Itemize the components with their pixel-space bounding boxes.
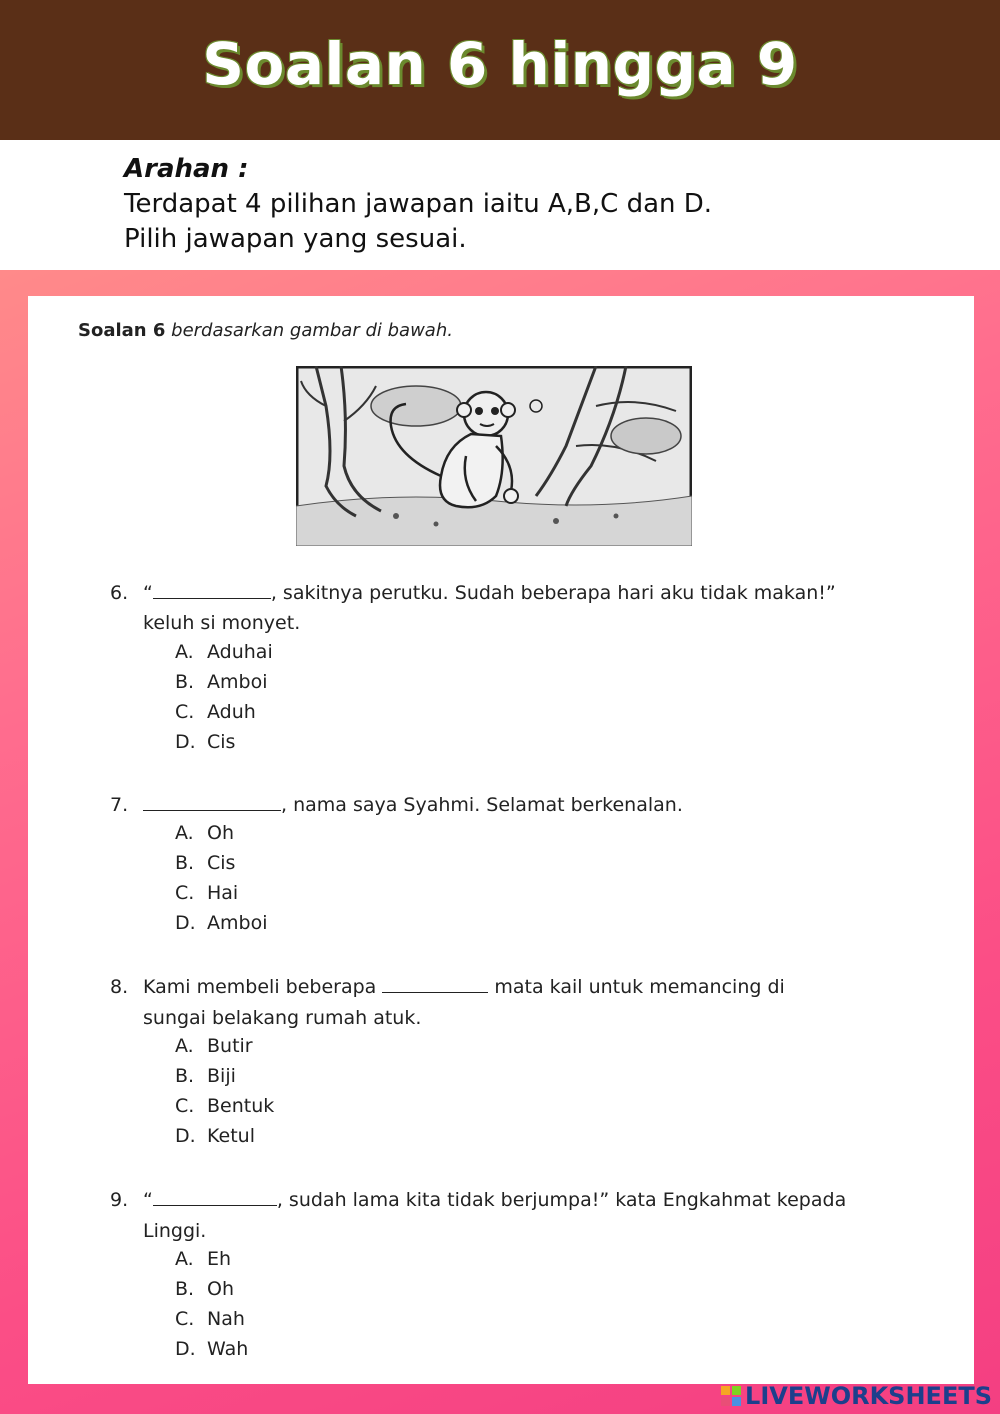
option-6c[interactable] [175, 701, 256, 723]
option-letter: D. [175, 1125, 196, 1147]
option-9b[interactable] [175, 1278, 234, 1300]
option-letter: C. [175, 1308, 195, 1330]
instructions-label: Arahan : [124, 154, 249, 184]
question-number: 8. [110, 976, 129, 998]
option-8d[interactable] [175, 1125, 255, 1147]
question-number: 7. [110, 794, 129, 816]
option-letter: B. [175, 852, 195, 874]
liveworksheets-logo[interactable] [721, 1382, 992, 1410]
brand-name: LIVEWORKSHEETS [745, 1382, 992, 1410]
option-text: Amboi [207, 671, 268, 693]
question-text-pre: Kami membeli beberapa [143, 976, 383, 998]
question-8-line-2: sungai belakang rumah atuk. [143, 1007, 422, 1029]
option-letter: A. [175, 641, 194, 663]
option-6d[interactable] [175, 731, 235, 753]
option-7c[interactable] [175, 882, 238, 904]
option-text: Ketul [207, 1125, 255, 1147]
option-text: Butir [207, 1035, 253, 1057]
option-8a[interactable] [175, 1035, 253, 1057]
question-9-line-2: Linggi. [143, 1220, 207, 1242]
option-9c[interactable] [175, 1308, 245, 1330]
question-text-pre: “ [143, 582, 153, 604]
question-text-post: , sakitnya perutku. Sudah beberapa hari aku tidak makan!” [270, 582, 836, 604]
option-letter: C. [175, 701, 195, 723]
option-6a[interactable] [175, 641, 273, 663]
question-text [143, 790, 933, 820]
answer-blank[interactable] [153, 1187, 277, 1206]
option-text: Wah [207, 1338, 249, 1360]
option-letter: B. [175, 671, 195, 693]
answer-blank[interactable] [153, 580, 271, 599]
option-text: Nah [207, 1308, 245, 1330]
answer-blank[interactable] [143, 792, 281, 811]
option-letter: D. [175, 912, 196, 934]
option-8b[interactable] [175, 1065, 236, 1087]
option-letter: A. [175, 1248, 194, 1270]
option-text: Aduh [207, 701, 256, 723]
option-7d[interactable] [175, 912, 267, 934]
option-text: Biji [207, 1065, 236, 1087]
option-6b[interactable] [175, 671, 267, 693]
option-letter: B. [175, 1278, 195, 1300]
header-banner [0, 0, 1000, 140]
question-text [143, 1185, 933, 1215]
option-letter: A. [175, 1035, 194, 1057]
question-text-pre: “ [143, 1189, 153, 1211]
option-text: Cis [207, 731, 236, 753]
option-7b[interactable] [175, 852, 235, 874]
section-intro [78, 320, 453, 341]
instructions-line-2: Pilih jawapan yang sesuai. [124, 224, 467, 254]
answer-blank[interactable] [382, 974, 488, 993]
option-letter: D. [175, 731, 196, 753]
intro-rest: berdasarkan gambar di bawah. [171, 320, 453, 341]
option-letter: D. [175, 1338, 196, 1360]
option-8c[interactable] [175, 1095, 274, 1117]
question-text-post: , sudah lama kita tidak berjumpa!” kata Engkahmat kepada [276, 1189, 847, 1211]
option-text: Oh [207, 822, 234, 844]
instructions [124, 152, 884, 257]
option-text: Hai [207, 882, 239, 904]
option-text: Eh [207, 1248, 232, 1270]
option-7a[interactable] [175, 822, 234, 844]
question-number: 6. [110, 582, 129, 604]
option-text: Bentuk [207, 1095, 275, 1117]
question-text-post: , nama saya Syahmi. Selamat berkenalan. [281, 794, 683, 816]
option-letter: B. [175, 1065, 195, 1087]
option-letter: C. [175, 1095, 195, 1117]
option-text: Aduhai [207, 641, 273, 663]
option-text: Cis [207, 852, 236, 874]
question-text [143, 578, 933, 608]
option-text: Oh [207, 1278, 234, 1300]
page-title: Soalan 6 hingga 9 [202, 30, 798, 98]
question-number: 9. [110, 1189, 129, 1211]
monkey-illustration [296, 366, 692, 546]
option-9d[interactable] [175, 1338, 248, 1360]
liveworksheets-icon [721, 1386, 741, 1406]
intro-bold: Soalan 6 [78, 320, 166, 341]
question-6-line-2: keluh si monyet. [143, 612, 301, 634]
option-letter: A. [175, 822, 194, 844]
option-letter: C. [175, 882, 195, 904]
option-text: Amboi [207, 912, 268, 934]
question-text-post: mata kail untuk memancing di [488, 976, 785, 998]
option-9a[interactable] [175, 1248, 231, 1270]
question-text [143, 972, 933, 1002]
instructions-line-1: Terdapat 4 pilihan jawapan iaitu A,B,C dan D. [124, 189, 713, 219]
